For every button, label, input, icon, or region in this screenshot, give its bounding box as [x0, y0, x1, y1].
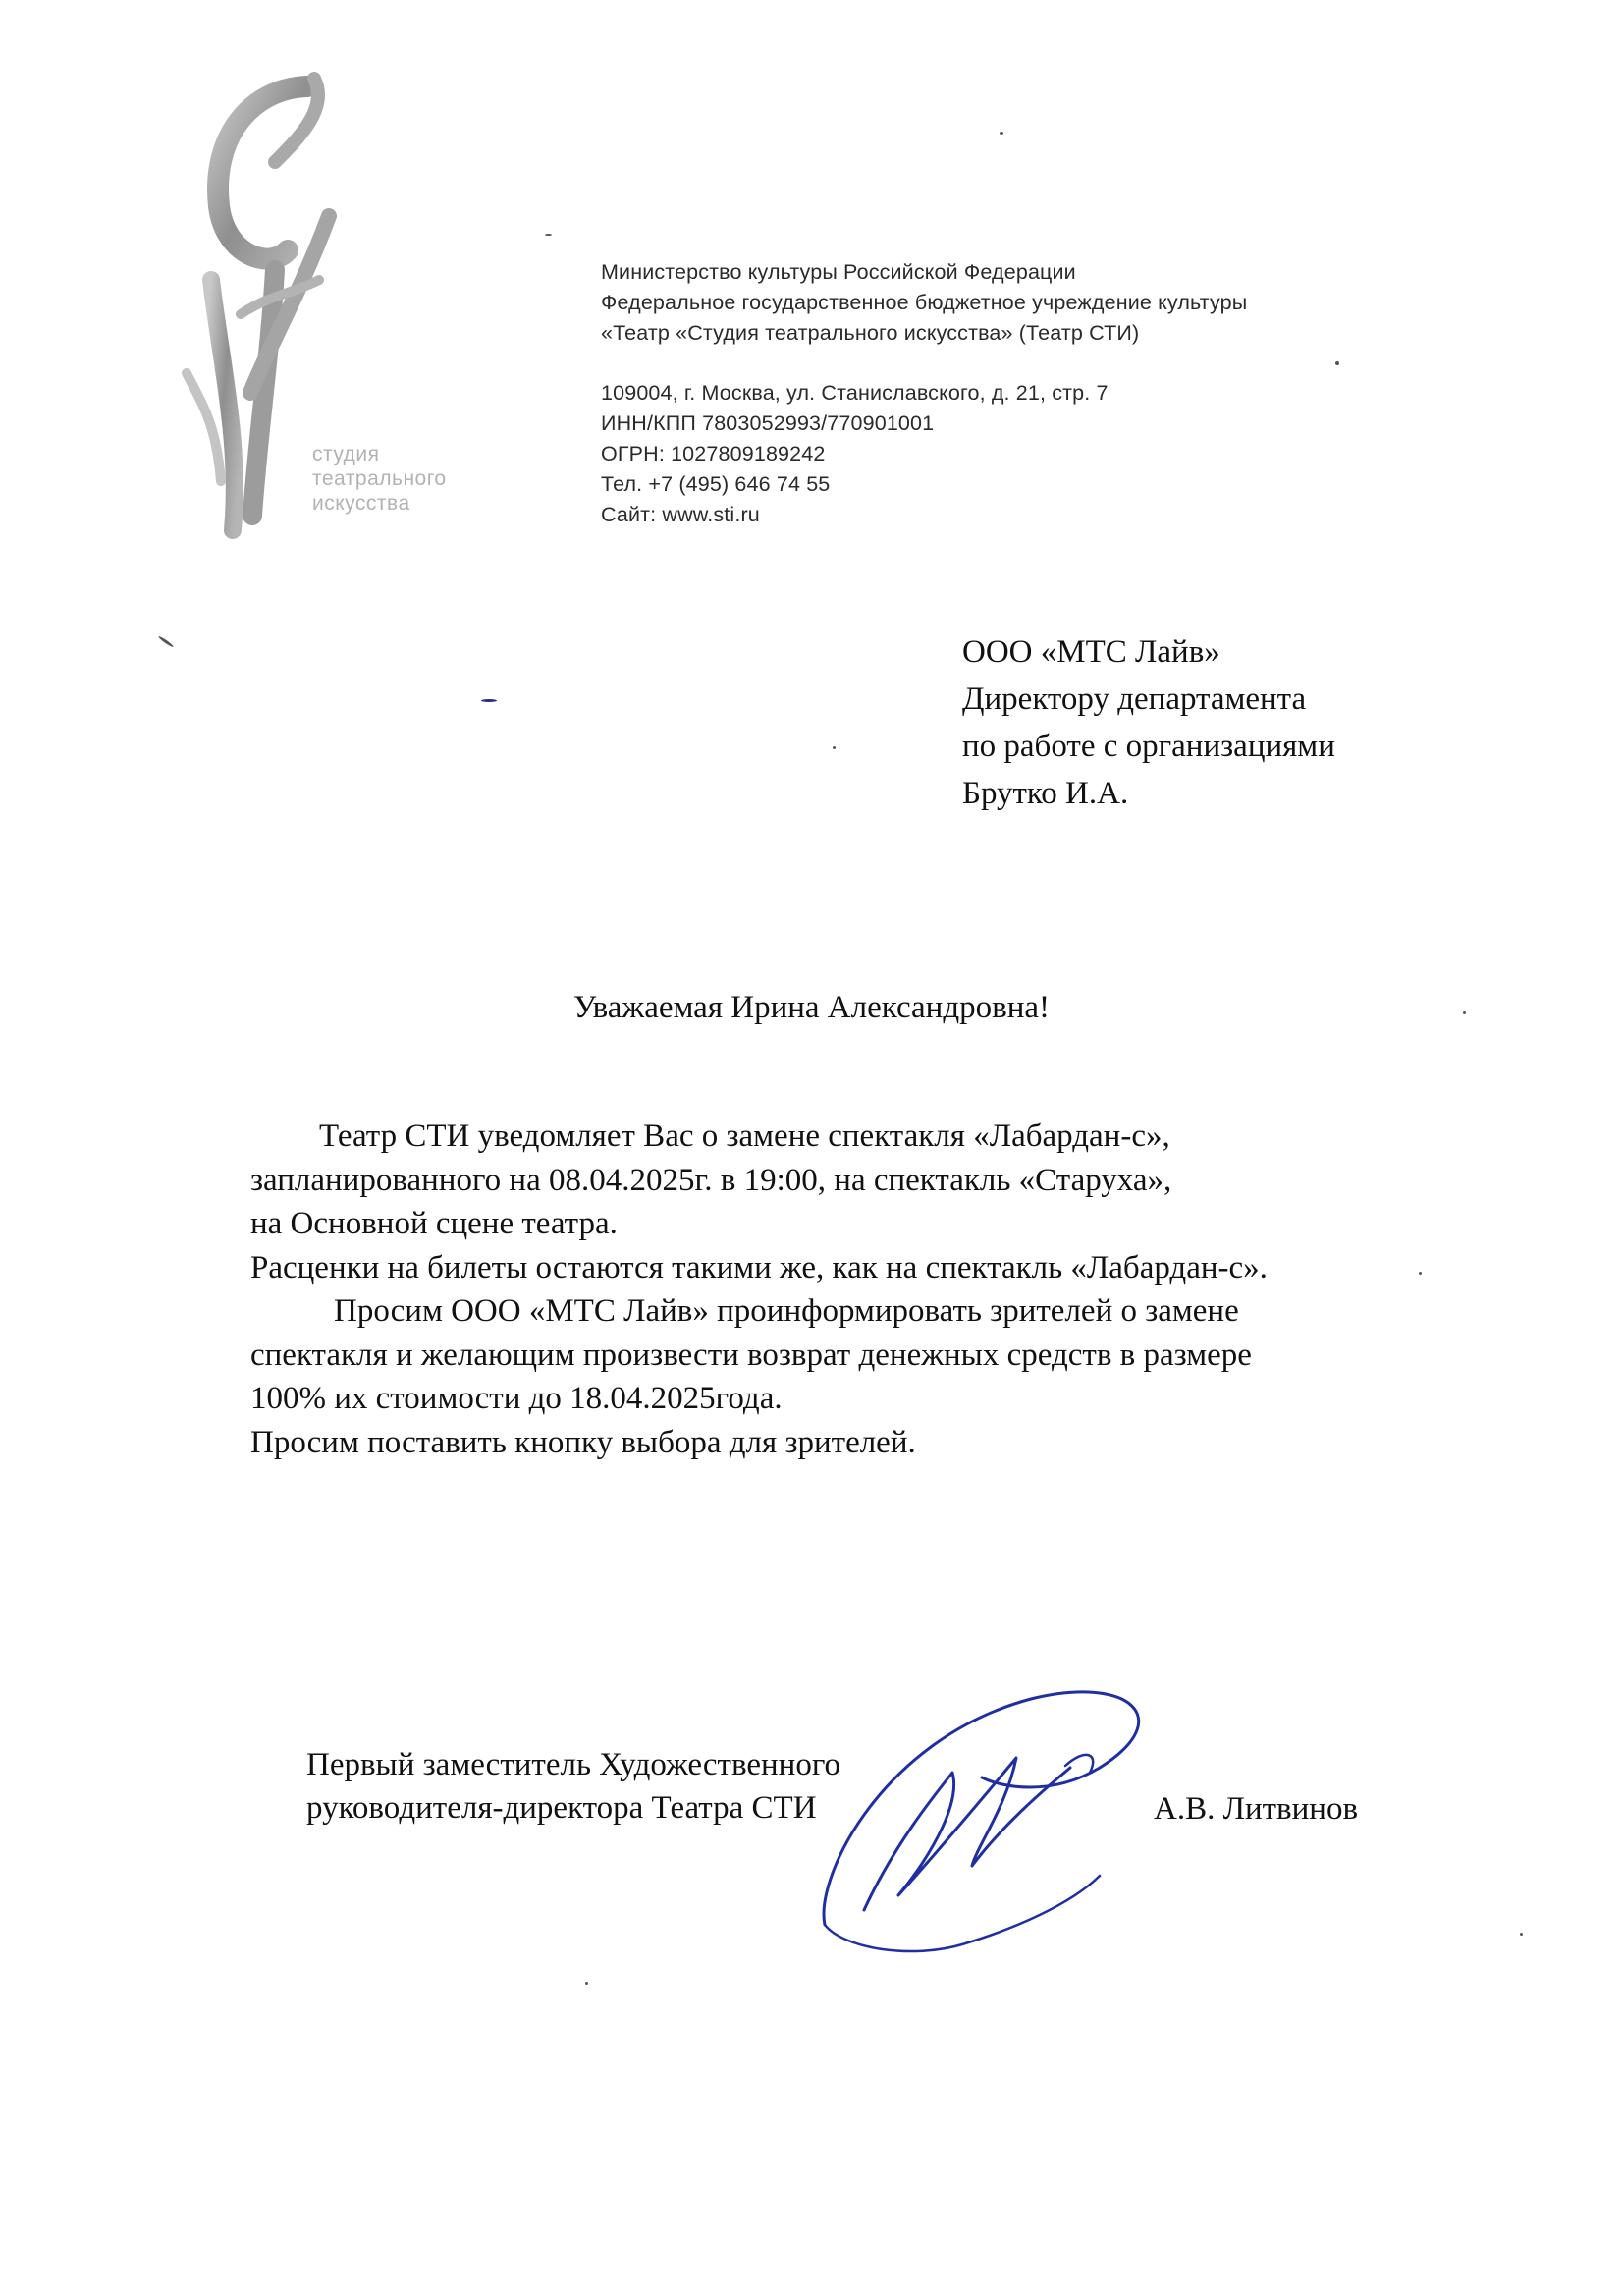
- phone-line: Тел. +7 (495) 646 74 55: [601, 472, 831, 496]
- letter-body: [250, 1115, 1527, 1464]
- body-line: Расценки на билеты остаются такими же, как на спектакль «Лабардан-с».: [250, 1249, 1268, 1285]
- recipient-line: Директору департамента: [962, 682, 1307, 717]
- org-line: Федеральное государственное бюджетное учреждение культуры: [601, 291, 1248, 314]
- body-line: запланированного на 08.04.2025г. в 19:00, на спектакль «Старуха»,: [250, 1162, 1172, 1198]
- logo-caption: [312, 442, 489, 516]
- website-line: Сайт: www.sti.ru: [601, 503, 760, 526]
- salutation: Уважаемая Ирина Александровна!: [573, 990, 1050, 1025]
- signer-title-line: Первый заместитель Художественного: [306, 1747, 841, 1782]
- address-line: 109004, г. Москва, ул. Станиславского, д. 21, стр. 7: [601, 381, 1109, 405]
- body-line: на Основной сцене театра.: [250, 1206, 618, 1241]
- body-line: спектакля и желающим произвести возврат денежных средств в размере: [250, 1337, 1252, 1373]
- body-line: 100% их стоимости до 18.04.2025года.: [250, 1381, 783, 1416]
- signer-title-line: руководителя-директора Театра СТИ: [306, 1790, 817, 1826]
- signer-name: А.В. Литвинов: [1154, 1791, 1359, 1827]
- body-line: Театр СТИ уведомляет Вас о замене спектакля «Лабардан-с»,: [319, 1119, 1170, 1154]
- recipient-line: Брутко И.А.: [962, 776, 1129, 811]
- logo-caption-line: искусства: [312, 492, 410, 515]
- org-line: Министерство культуры Российской Федерации: [601, 260, 1076, 284]
- body-line: Просим поставить кнопку выбора для зрителей.: [250, 1424, 916, 1460]
- org-line: «Театр «Студия театрального искусства» (Театр СТИ): [601, 321, 1140, 345]
- inn-kpp-line: ИНН/КПП 7803052993/770901001: [601, 411, 935, 435]
- body-line: Просим ООО «МТС Лайв» проинформировать зрителей о замене: [334, 1293, 1239, 1329]
- recipient-line: ООО «МТС Лайв»: [962, 634, 1220, 670]
- ogrn-line: ОГРН: 1027809189242: [601, 442, 826, 465]
- recipient-line: по работе с организациями: [962, 729, 1335, 764]
- recipient-block: [962, 629, 1571, 817]
- logo-caption-line: студия: [312, 443, 380, 465]
- letterhead: [601, 257, 1347, 530]
- handwritten-signature: [805, 1679, 1188, 1954]
- logo-caption-line: театрального: [312, 467, 447, 490]
